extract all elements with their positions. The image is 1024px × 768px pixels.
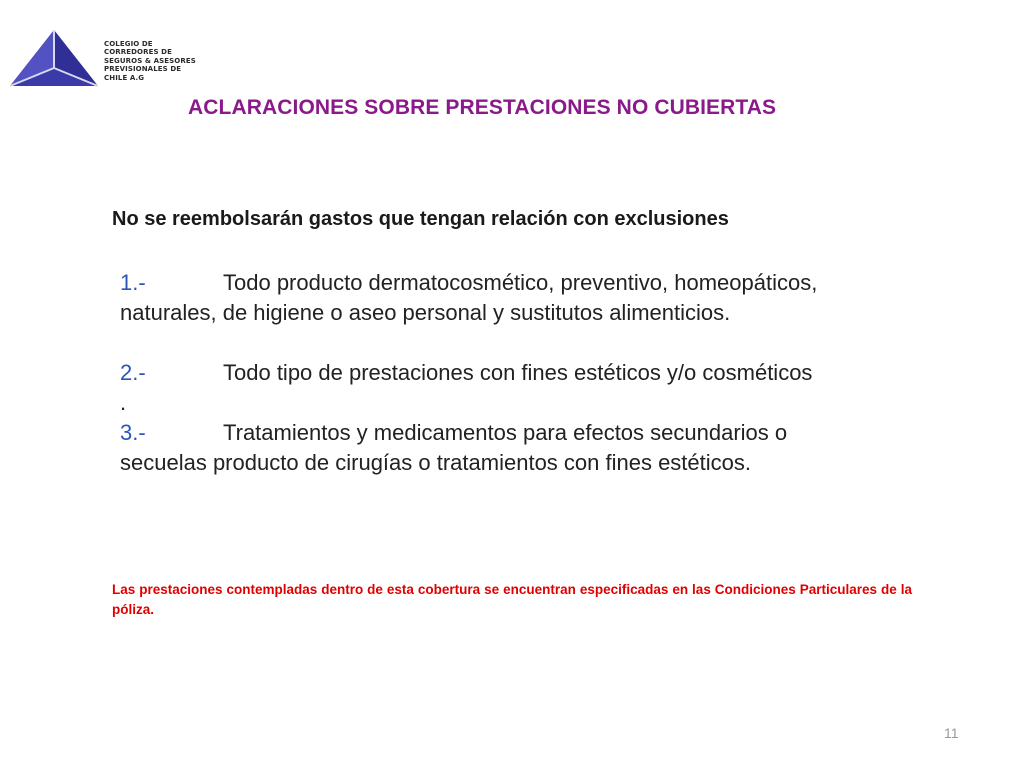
item-text: Todo producto dermatocosmético, preventivo, homeopáticos, [223,270,818,295]
item-number: 3.- [120,420,146,445]
item-text-continuation: secuelas producto de cirugías o tratamientos con fines estéticos. [120,450,752,475]
logo-line: COLEGIO DE [104,40,153,48]
list-item [120,418,920,478]
item-number: 1.- [120,270,146,295]
item-text: Tratamientos y medicamentos para efectos secundarios o [223,420,788,445]
lead-text: No se reembolsarán gastos que tengan relación con exclusiones [112,208,729,230]
item-text-continuation: . [120,390,127,415]
list-item [120,358,920,418]
logo-organization-name [104,40,224,82]
item-number: 2.- [120,360,146,385]
page-number: 11 [944,725,959,741]
coverage-footnote: Las prestaciones contempladas dentro de esta cobertura se encuentran especificadas en las Condiciones Particulares de la póliza. [112,582,912,617]
item-text-continuation: naturales, de higiene o aseo personal y sustitutos alimenticios. [120,300,731,325]
item-text: Todo tipo de prestaciones con fines estéticos y/o cosméticos [223,360,813,385]
exclusion-list [120,268,920,478]
logo-line: CHILE A.G [104,73,145,82]
logo-line: CORREDORES DE [104,48,172,57]
triangle-logo-icon [8,28,100,88]
slide-title: ACLARACIONES SOBRE PRESTACIONES NO CUBIERTAS [188,96,777,119]
list-item [120,268,920,328]
logo-line: SEGUROS & ASESORES [104,56,196,65]
logo-line: PREVISIONALES DE [104,65,182,74]
